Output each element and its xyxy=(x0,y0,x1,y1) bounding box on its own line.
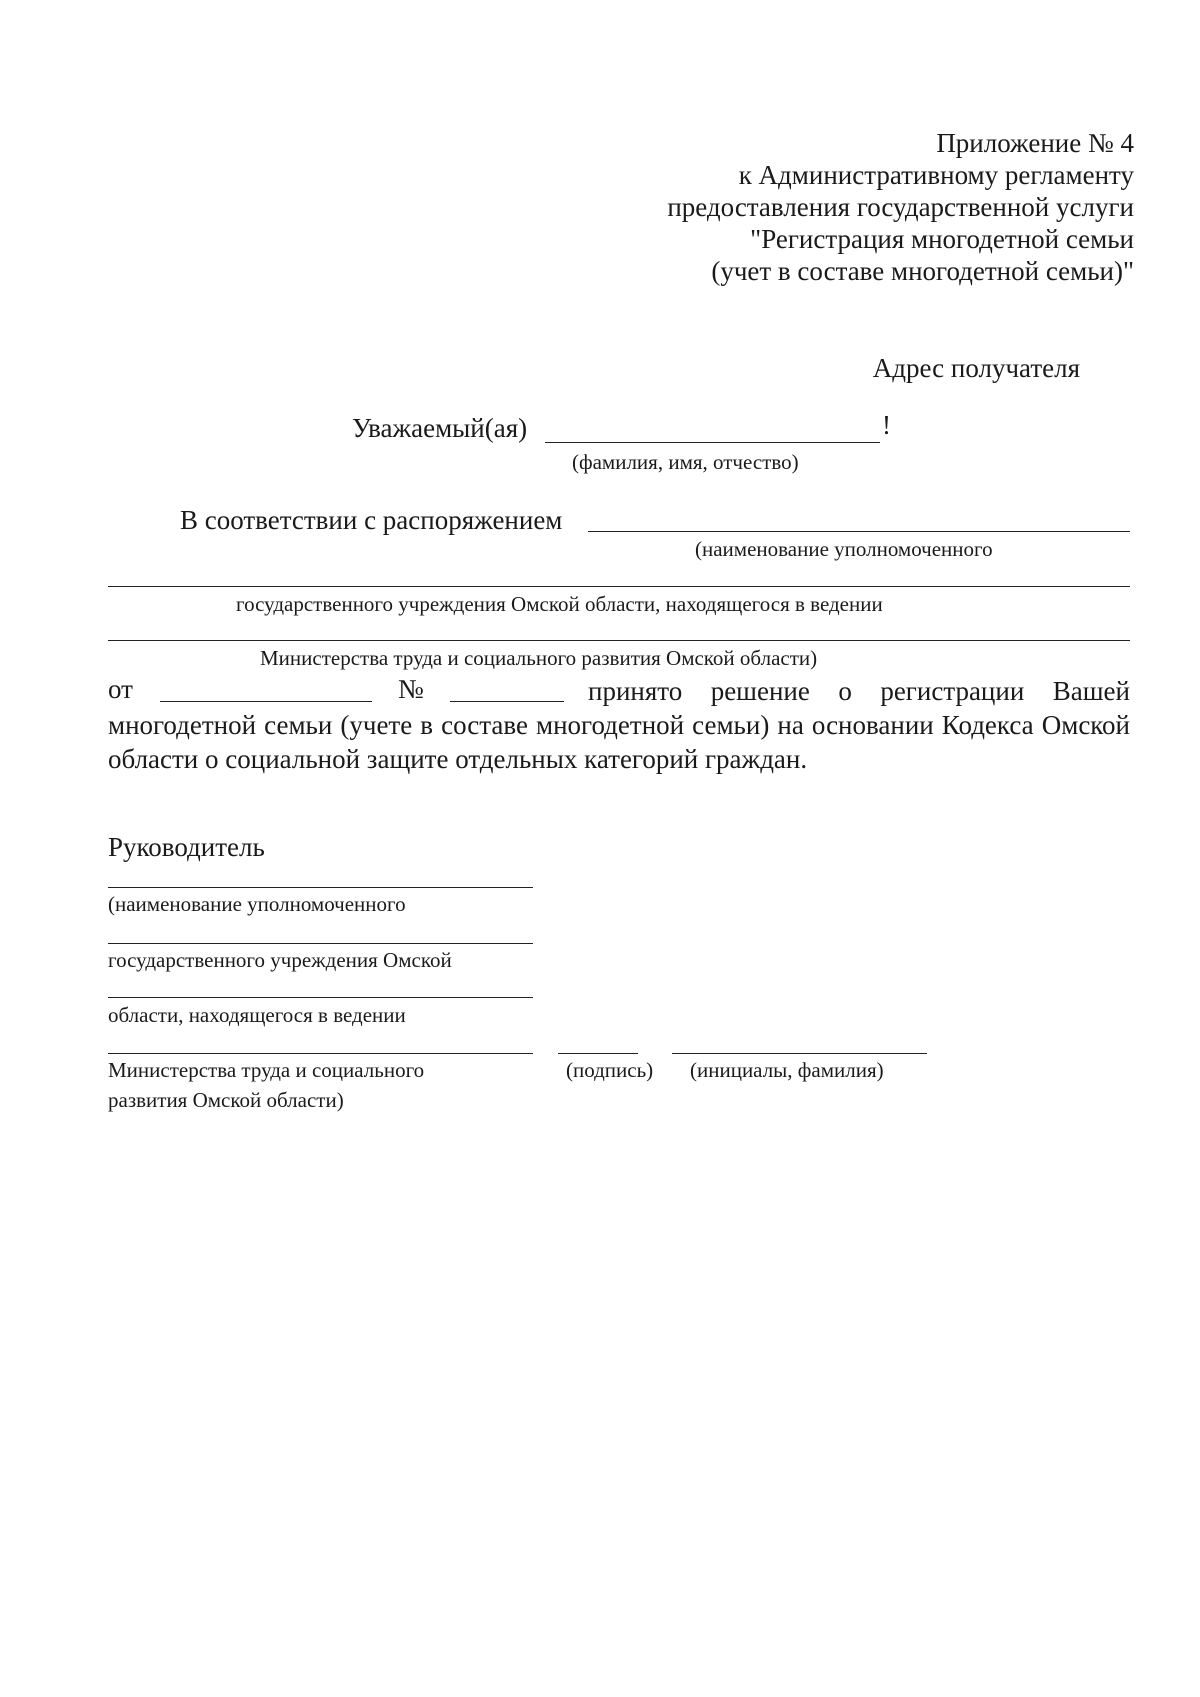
greeting-name-field[interactable] xyxy=(545,442,880,443)
header-line-appendix: Приложение № 4 xyxy=(936,128,1134,158)
decision-text-line-1: принято решение о регистрации Вашей xyxy=(588,676,1130,706)
greeting-suffix: ! xyxy=(882,410,891,440)
order-issuer-caption-3: Министерства труда и социального развития Омской области) xyxy=(260,646,818,670)
signature-caption: (подпись) xyxy=(566,1058,654,1082)
greeting-name-caption: (фамилия, имя, отчество) xyxy=(572,450,799,474)
signature-field[interactable] xyxy=(558,1053,638,1054)
number-label: № xyxy=(398,674,424,704)
org-field-line-1[interactable] xyxy=(108,887,533,888)
order-issuer-field-line-3[interactable] xyxy=(108,640,1130,641)
greeting-prefix: Уважаемый(ая) xyxy=(352,413,528,443)
org-field-line-3[interactable] xyxy=(108,997,533,998)
date-label: от xyxy=(108,674,133,704)
recipient-address: Адрес получателя xyxy=(872,353,1080,383)
org-field-line-4[interactable] xyxy=(108,1053,533,1054)
initials-field[interactable] xyxy=(672,1053,927,1054)
order-issuer-caption-2: государственного учреждения Омской области, находящегося в ведении xyxy=(236,592,883,616)
header-line-service: предоставления государственной услуги xyxy=(667,192,1134,222)
header-line-service-name: "Регистрация многодетной семьи xyxy=(750,224,1134,254)
decision-intro: В соответствии с распоряжением xyxy=(180,505,563,535)
decision-text-block xyxy=(108,674,1130,776)
signature-title: Руководитель xyxy=(108,832,265,862)
org-caption-line-1: (наименование уполномоченного xyxy=(108,892,406,916)
header-line-regulation: к Административному регламенту xyxy=(738,160,1134,190)
org-field-line-2[interactable] xyxy=(108,943,533,944)
order-issuer-caption-1: (наименование уполномоченного xyxy=(695,537,993,561)
initials-caption: (инициалы, фамилия) xyxy=(690,1058,884,1082)
org-caption-line-2: государственного учреждения Омской xyxy=(108,948,452,972)
org-caption-line-5: развития Омской области) xyxy=(108,1088,344,1112)
org-caption-line-3: области, находящегося в ведении xyxy=(108,1003,406,1027)
document-header xyxy=(667,127,1134,287)
org-caption-line-4: Министерства труда и социального xyxy=(108,1058,425,1082)
order-issuer-field[interactable] xyxy=(588,531,1130,532)
order-issuer-field-line-2[interactable] xyxy=(108,586,1130,587)
decision-text-rest: многодетной семьи (учете в составе многодетной семьи) на основании Кодекса Омской области о социальной защите отдельных категорий граждан. xyxy=(108,710,1130,774)
header-line-service-name-cont: (учет в составе многодетной семьи)" xyxy=(711,256,1134,286)
